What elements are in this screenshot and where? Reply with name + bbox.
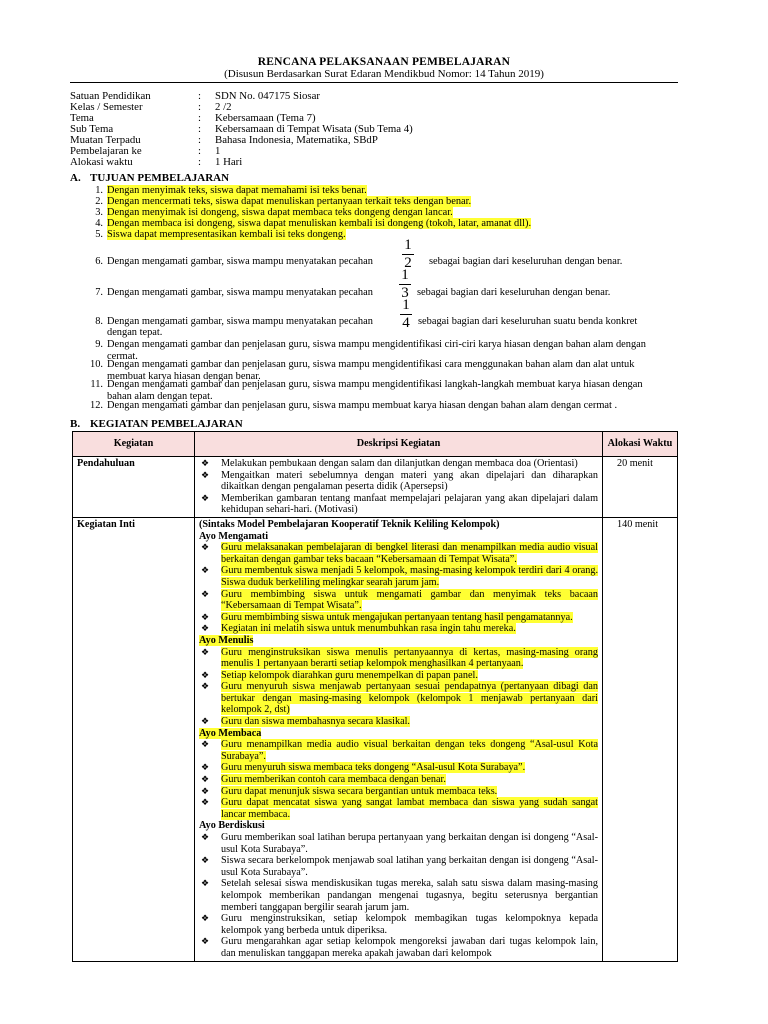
group-heading: Ayo Berdiskusi bbox=[199, 820, 265, 832]
document-title: RENCANA PELAKSANAAN PEMBELAJARAN bbox=[257, 56, 511, 68]
group-heading: Ayo Menulis bbox=[199, 634, 254, 646]
four-diamond-bullet-icon: ❖ bbox=[201, 785, 210, 796]
four-diamond-bullet-icon: ❖ bbox=[201, 623, 210, 634]
list-item: ❖ Setelah selesai siswa mendiskusikan tugas mereka, salah satu siswa dalam masing-masing kelompok memberikan pandangan mengenai tugasnya, begitu seterusnya bergantian memberi tanggapan bergilir searah jarum jam. bbox=[201, 878, 598, 913]
fraction-one-half: 1 2 bbox=[402, 238, 414, 271]
objective-item: 9. Dengan mengamati gambar dan penjelasan guru, siswa mampu mengidentifikasi ciri-ciri karya hiasan dengan bahan alam dengan cermat. bbox=[95, 339, 646, 362]
four-diamond-bullet-icon: ❖ bbox=[201, 611, 210, 622]
column-header: Kegiatan bbox=[73, 432, 195, 457]
document-subtitle: (Disusun Berdasarkan Surat Edaran Mendikbud Nomor: 14 Tahun 2019) bbox=[224, 68, 544, 80]
four-diamond-bullet-icon: ❖ bbox=[201, 832, 210, 842]
four-diamond-bullet-icon: ❖ bbox=[201, 542, 210, 553]
list-item: ❖ Guru dan siswa membahasnya secara klasikal. bbox=[201, 716, 410, 728]
list-item: ❖ Guru membentuk siswa menjadi 5 kelompok, masing-masing kelompok terdiri dari 4 orang. Siswa duduk berkeliling melingkar searah jarum jam. bbox=[201, 565, 598, 588]
list-item: ❖ Guru membimbing siswa untuk mengamati gambar dan menyimak teks bacaan “Kebersamaan di Tempat Wisata”. bbox=[201, 588, 598, 612]
activity-name: Kegiatan Inti bbox=[73, 517, 195, 961]
list-item: ❖ Siswa secara berkelompok menjawab soal latihan yang berkaitan dengan isi dongeng “Asal-usul Kota Surabaya”. bbox=[201, 855, 598, 878]
list-item: ❖ Setiap kelompok diarahkan guru menempelkan di papan panel. bbox=[201, 669, 478, 681]
model-syntax-heading: (Sintaks Model Pembelajaran Kooperatif Teknik Keliling Kelompok) bbox=[199, 518, 500, 530]
four-diamond-bullet-icon: ❖ bbox=[201, 774, 210, 785]
four-diamond-bullet-icon: ❖ bbox=[201, 878, 210, 889]
document-page: RENCANA PELAKSANAAN PEMBELAJARAN (Disusun Berdasarkan Surat Edaran Mendikbud Nomor: 14 Tahun 2019) Satuan Pendidikan : SDN No. 047175 Siosar Kelas / Semester : 2 /2 Tema : Kebersamaan (Tema 7) Sub Tema : Kebersamaan di Tempat Wisata (Sub Tema 4) Muatan Terpadu : Bahasa Indonesia, Matematika, SBdP Pembelajaran ke : 1 Alokasi waktu : 1 Hari A. TUJUAN PEMBELAJARAN 1. Dengan menyimak teks, siswa dapat memahami isi teks benar. 2. Dengan mencermati teks, siswa dapat menuliskan pertanyaan terkait teks dengan benar. 3. Dengan menyimak isi dongeng, siswa dapat membaca teks dongeng dengan lancar. 4. Dengan membaca isi dongeng, siswa dapat menuliskan kembali isi dongeng (tokoh, latar, amanat dll). 5. Siswa dapat mempresentasikan kembali isi teks dongeng. 6. Dengan mengamati gambar, siswa mampu menyatakan pecahan sebagai bagian dari keseluruhan dengan benar. 1 2 7. Dengan mengamati gambar, siswa mampu menyatakan pecahan sebagai bagian dari keseluruhan dengan benar. 1 3 8. Dengan mengamati gambar, siswa mampu menyatakan pecahan sebagai bagian dari keseluruhan suatu benda konkret 1 4 dengan tepat. 9. Dengan mengamati gambar dan penjelasan guru, siswa mampu mengidentifikasi ciri-ciri karya hiasan dengan bahan alam dengan cermat. 10. Dengan mengamati gambar dan penjelasan guru, siswa mampu mengidentifikasi cara menggunakan bahan alam dan alat untuk membuat karya hiasan dengan benar. 11. Dengan mengamati gambar dan penjelasan guru, siswa mampu mengidentifikasi langkah-langkah membuat karya hiasan dengan bahan alam dengan tepat. 12. Dengan mengamati gambar dan penjelasan guru, siswa mampu membuat karya hiasan dengan bahan alam dengan cermat . B. KEGIATAN PEMBELAJARAN Kegiatan Deskripsi Kegiatan Alokasi Waktu Pendahuluan ❖ Melakukan pembukaan dengan salam dan dilanjutkan dengan membaca doa (Orientasi) ❖ Mengaitkan materi sebelumnya dengan materi yang akan dipelajari dan diharapkan dikaitkan dengan pengalaman peserta didik (Apersepsi) ❖ Memberikan gambaran tentang manfaat mempelajari pelajaran yang akan dipelajari dalam kehidupan sehari-hari. (Motivasi) 20 menit Kegiatan Inti (Sintaks Model Pembelajaran Kooperatif Teknik Keliling Kelompok) Ayo Mengamati ❖ Guru melaksanakan pembelajaran di bengkel literasi dan menampilkan media audio visual berkaitan dengan gambar teks bacaan “Kebersamaan di Tempat Wisata”. ❖ Guru membentuk siswa menjadi 5 kelompok, masing-masing kelompok terdiri dari 4 orang. Siswa duduk berkeliling melingkar searah jarum jam. ❖ Guru membimbing siswa untuk mengamati gambar dan menyimak teks bacaan “Kebersamaan di Tempat Wisata”. ❖ Guru membimbing siswa untuk mengajukan pertanyaan tentang hasil pengamatannya. ❖ Kegiatan ini melatih siswa untuk menumbuhkan rasa ingin tahu mereka. Ayo Menulis ❖ Guru menginstruksikan siswa menulis pertanyaannya di kertas, masing-masing orang menulis 1 pertanyaan berarti setiap kelompok menghasilkan 4 pertanyaan. ❖ Setiap kelompok diarahkan guru menempelkan di papan panel. ❖ Guru menyuruh siswa menjawab pertanyaan sesuai pendapatnya (pertanyaan dibagi dan bertukar dengan masing-masing kelompok (kelompok 1 menjawab pertanyaan dari kelompok 2, dst) ❖ Guru dan siswa membahasnya secara klasikal. Ayo Membaca ❖ Guru menampilkan media audio visual berkaitan dengan teks dongeng “Asal-usul Kota Surabaya”. ❖ Guru menyuruh siswa membaca teks dongeng “Asal-usul Kota Surabaya”. ❖ Guru memberikan contoh cara membaca dengan benar. ❖ Guru dapat menunjuk siswa secara bergantian untuk membaca teks. ❖ Guru dapat mencatat siswa yang sangat lambat membaca dan siswa yang sudah sangat lancar membaca. Ayo Berdiskusi ❖ Guru memberikan soal latihan berupa pertanyaan yang berkaitan dengan isi dongeng “Asal-usul Kota Surabaya”. ❖ Siswa secara berkelompok menjawab soal latihan yang berkaitan dengan isi dongeng “Asal-usul Kota Surabaya”. ❖ Setelah selesai siswa mendiskusikan tugas mereka, salah satu siswa dalam masing-masing kelompok memberikan pandangan mengenai tugasnya, begitu seterusnya bergantian memberi tanggapan bergilir searah jarum jam. ❖ Guru menginstruksikan, setiap kelompok membagikan tugas kelompoknya kepada kelompok yang berbeda untuk diperiksa. ❖ Guru mengarahkan agar setiap kelompok mengoreksi jawaban dari tugas kelompok lain, dan menuliskan tanggapan mereka apakah jawaban dari kelompok 140 menit bbox=[0, 0, 768, 1024]
list-item: ❖ Melakukan pembukaan dengan salam dan dilanjutkan dengan membaca doa (Orientasi) bbox=[201, 458, 578, 469]
four-diamond-bullet-icon: ❖ bbox=[201, 565, 210, 576]
activity-name: Pendahuluan bbox=[73, 457, 195, 518]
list-item: ❖ Guru menyuruh siswa membaca teks dongeng “Asal-usul Kota Surabaya”. bbox=[201, 762, 526, 774]
four-diamond-bullet-icon: ❖ bbox=[201, 681, 210, 692]
list-item: ❖ Guru menyuruh siswa menjawab pertanyaan sesuai pendapatnya (pertanyaan dibagi dan bertukar dengan masing-masing kelompok (kelompok 1 menjawab pertanyaan dari kelompok 2, dst) bbox=[201, 681, 598, 716]
four-diamond-bullet-icon: ❖ bbox=[201, 797, 210, 808]
list-item: ❖ Guru mengarahkan agar setiap kelompok mengoreksi jawaban dari tugas kelompok lain, dan menuliskan tanggapan mereka apakah jawaban dari kelompok bbox=[201, 936, 598, 959]
list-item: ❖ Guru melaksanakan pembelajaran di bengkel literasi dan menampilkan media audio visual berkaitan dengan gambar teks bacaan “Kebersamaan di Tempat Wisata”. bbox=[201, 542, 598, 565]
activity-description bbox=[195, 457, 603, 518]
list-item: ❖ Guru menginstruksikan siswa menulis pertanyaannya di kertas, masing-masing orang menulis 1 pertanyaan berarti setiap kelompok menghasilkan 4 pertanyaan. bbox=[201, 646, 598, 670]
four-diamond-bullet-icon: ❖ bbox=[201, 492, 210, 503]
list-item: ❖ Guru membimbing siswa untuk mengajukan pertanyaan tentang hasil pengamatannya. bbox=[201, 611, 573, 623]
table-header-row bbox=[73, 432, 678, 457]
list-item: ❖ Guru menampilkan media audio visual berkaitan dengan teks dongeng “Asal-usul Kota Surabaya”. bbox=[201, 739, 598, 762]
four-diamond-bullet-icon: ❖ bbox=[201, 739, 210, 750]
list-item: ❖ Memberikan gambaran tentang manfaat mempelajari pelajaran yang akan dipelajari dalam kehidupan sehari-hari. (Motivasi) bbox=[201, 492, 598, 516]
column-header: Alokasi Waktu bbox=[603, 432, 678, 457]
list-item: ❖ Mengaitkan materi sebelumnya dengan materi yang akan dipelajari dan diharapkan dikaitkan dengan pengalaman peserta didik (Apersepsi) bbox=[201, 469, 598, 493]
four-diamond-bullet-icon: ❖ bbox=[201, 646, 210, 657]
four-diamond-bullet-icon: ❖ bbox=[201, 855, 210, 866]
four-diamond-bullet-icon: ❖ bbox=[201, 913, 210, 924]
fraction-one-quarter: 1 4 bbox=[400, 298, 412, 331]
header-divider bbox=[70, 82, 678, 83]
list-item: ❖ Guru dapat mencatat siswa yang sangat lambat membaca dan siswa yang sudah sangat lancar membaca. bbox=[201, 797, 598, 820]
activity-time: 140 menit bbox=[603, 517, 678, 961]
group-heading: Ayo Membaca bbox=[199, 727, 262, 739]
four-diamond-bullet-icon: ❖ bbox=[201, 588, 210, 599]
four-diamond-bullet-icon: ❖ bbox=[201, 716, 210, 727]
group-heading: Ayo Mengamati bbox=[199, 530, 269, 542]
table-row bbox=[73, 517, 678, 961]
activity-table bbox=[72, 431, 678, 962]
list-item: ❖ Guru dapat menunjuk siswa secara bergantian untuk membaca teks. bbox=[201, 785, 498, 797]
list-item: ❖ Guru memberikan soal latihan berupa pertanyaan yang berkaitan dengan isi dongeng “Asal-usul Kota Surabaya”. bbox=[201, 832, 598, 855]
list-item: ❖ Guru menginstruksikan, setiap kelompok membagikan tugas kelompoknya kepada kelompok yang berbeda untuk diperiksa. bbox=[201, 913, 598, 936]
four-diamond-bullet-icon: ❖ bbox=[201, 669, 210, 680]
objective-item: 11. Dengan mengamati gambar dan penjelasan guru, siswa mampu mengidentifikasi langkah-langkah membuat karya hiasan dengan bahan alam dengan tepat. bbox=[90, 379, 643, 402]
four-diamond-bullet-icon: ❖ bbox=[201, 458, 210, 468]
list-item: ❖ Guru memberikan contoh cara membaca dengan benar. bbox=[201, 774, 446, 786]
objective-item: 10. Dengan mengamati gambar dan penjelasan guru, siswa mampu mengidentifikasi cara menggunakan bahan alam dan alat untuk membuat karya hiasan dengan benar. bbox=[90, 359, 635, 382]
four-diamond-bullet-icon: ❖ bbox=[201, 469, 210, 480]
table-row bbox=[73, 457, 678, 518]
four-diamond-bullet-icon: ❖ bbox=[201, 762, 210, 773]
fraction-one-third: 1 3 bbox=[399, 268, 411, 301]
four-diamond-bullet-icon: ❖ bbox=[201, 936, 210, 947]
list-item: ❖ Kegiatan ini melatih siswa untuk menumbuhkan rasa ingin tahu mereka. bbox=[201, 623, 516, 635]
column-header: Deskripsi Kegiatan bbox=[195, 432, 603, 457]
activity-time: 20 menit bbox=[603, 457, 678, 518]
activity-description bbox=[195, 517, 603, 961]
